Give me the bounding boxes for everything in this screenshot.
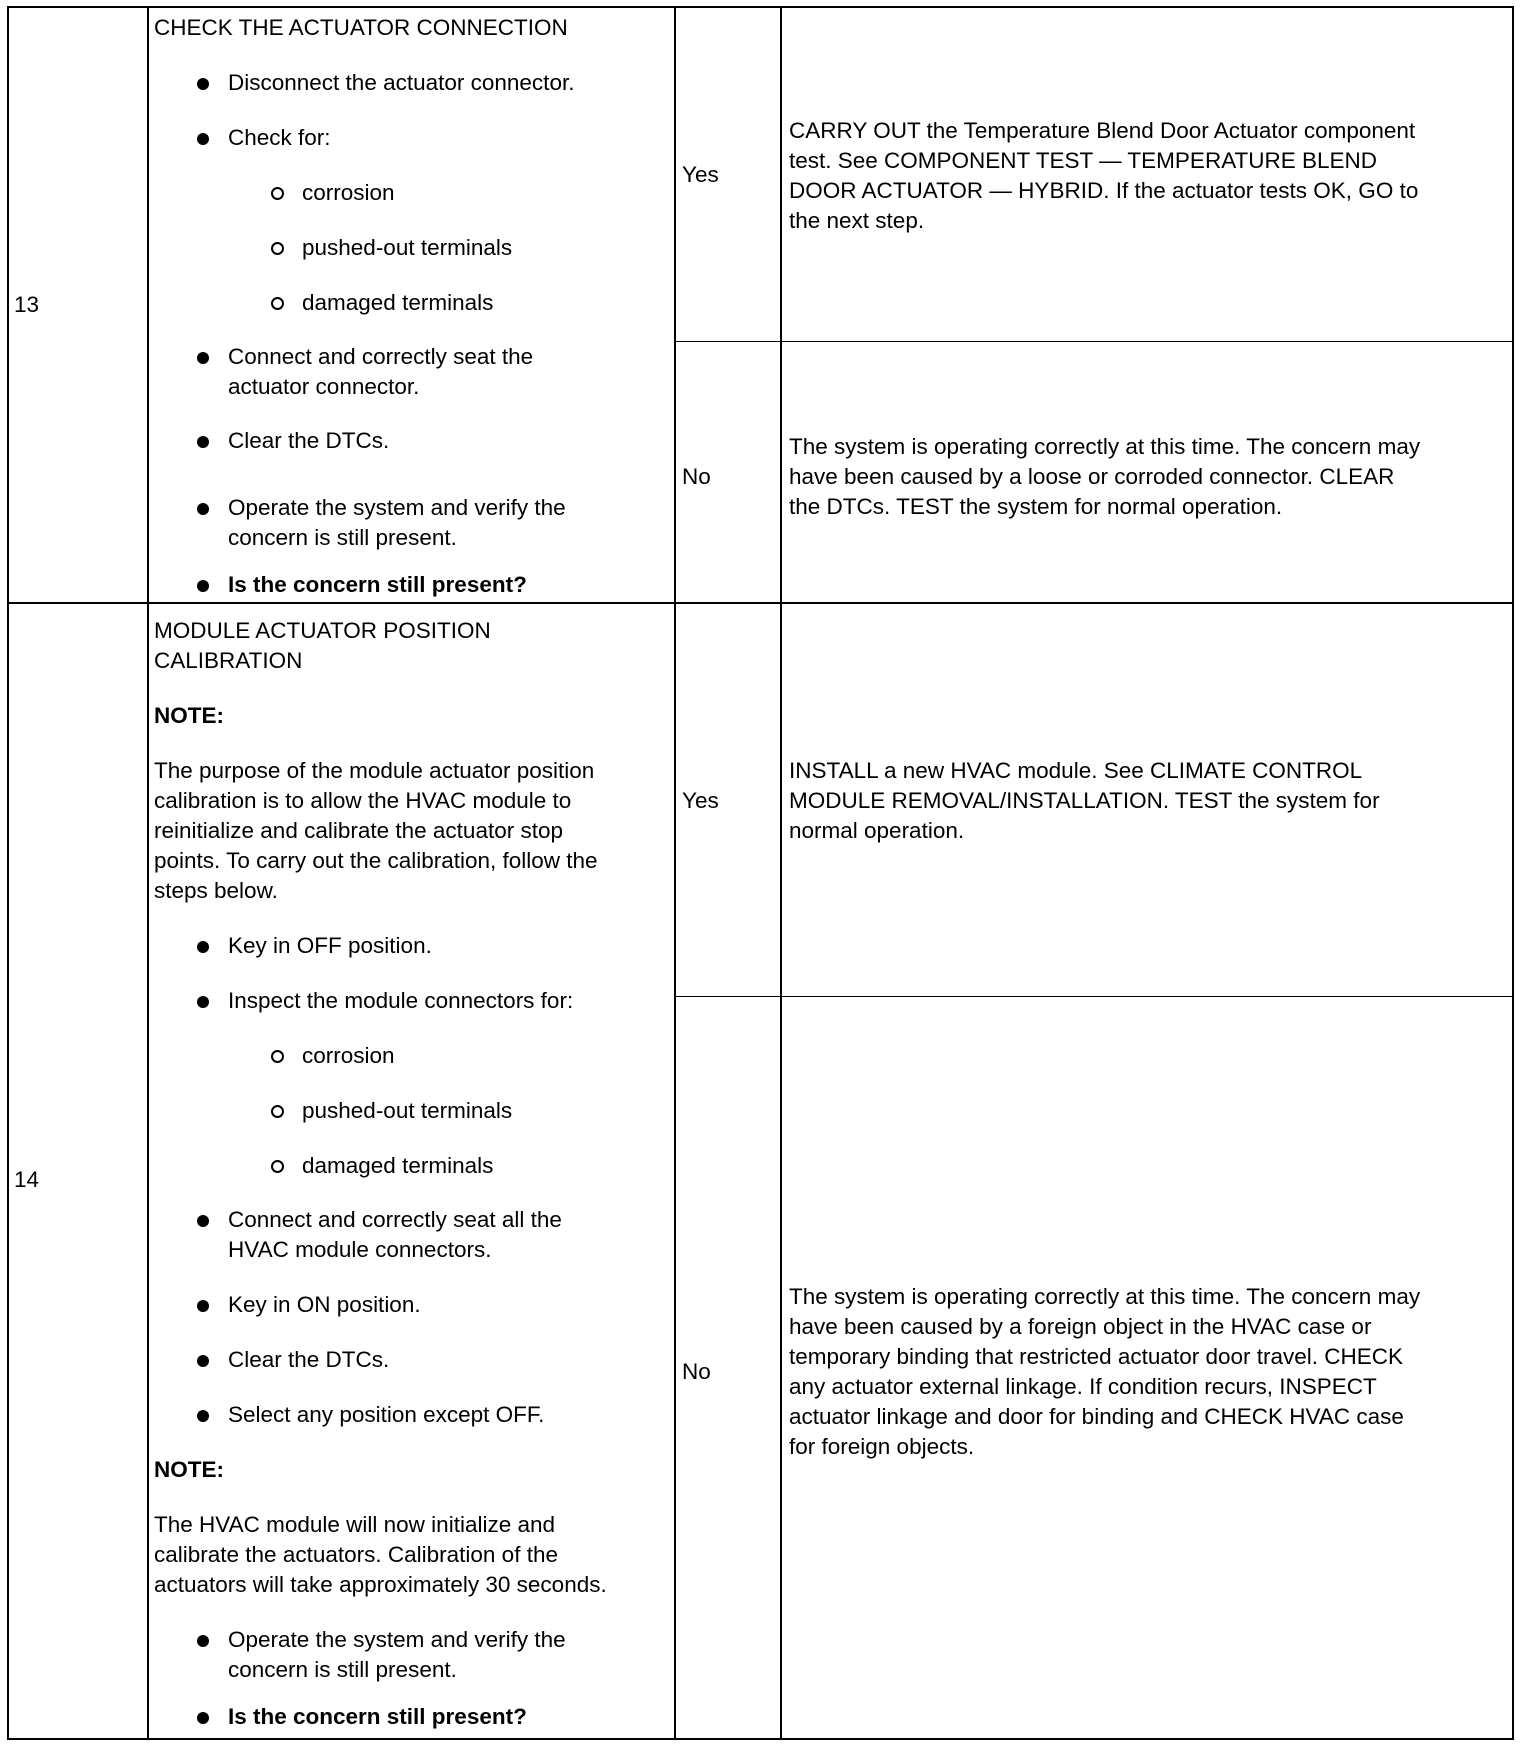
list-item-continuation: actuator connector. <box>228 374 420 399</box>
note-text: points. To carry out the calibration, follow the <box>154 848 598 873</box>
note-text: actuators will take approximately 30 seconds. <box>154 1572 607 1597</box>
note-label: NOTE: <box>154 1457 224 1482</box>
sub-bullet-icon <box>271 187 284 200</box>
no-action-line: The system is operating correctly at this time. The concern may <box>789 1284 1421 1309</box>
no-action-line: actuator linkage and door for binding and CHECK HVAC case <box>789 1404 1404 1429</box>
yes-action-line: CARRY OUT the Temperature Blend Door Actuator component <box>789 118 1416 143</box>
question-item: Is the concern still present? <box>228 1704 527 1729</box>
yes-label: Yes <box>682 788 719 813</box>
sub-bullet-icon <box>271 1160 284 1173</box>
list-item: Key in OFF position. <box>228 933 432 958</box>
no-action-line: the DTCs. TEST the system for normal operation. <box>789 494 1283 519</box>
note-text: calibration is to allow the HVAC module to <box>154 788 572 813</box>
note-text: The HVAC module will now initialize and <box>154 1512 556 1537</box>
list-item-continuation: concern is still present. <box>228 525 457 550</box>
question-item: Is the concern still present? <box>228 572 527 597</box>
note-text: calibrate the actuators. Calibration of the <box>154 1542 558 1567</box>
bullet-icon <box>197 1635 209 1647</box>
bullet-icon <box>197 133 209 145</box>
col-divider-3 <box>780 6 782 1740</box>
no-action-line: The system is operating correctly at this time. The concern may <box>789 434 1421 459</box>
sub-bullet-icon <box>271 242 284 255</box>
sub-list-item: corrosion <box>302 180 395 205</box>
row-divider-14-yes-no <box>674 996 1514 997</box>
table-border-right <box>1512 6 1514 1740</box>
no-action-line: have been caused by a foreign object in the HVAC case or <box>789 1314 1372 1339</box>
list-item: Key in ON position. <box>228 1292 421 1317</box>
bullet-icon <box>197 1712 209 1724</box>
list-item-continuation: HVAC module connectors. <box>228 1237 492 1262</box>
bullet-icon <box>197 1215 209 1227</box>
list-item: Connect and correctly seat all the <box>228 1207 562 1232</box>
no-action-line: any actuator external linkage. If condition recurs, INSPECT <box>789 1374 1377 1399</box>
no-label: No <box>682 1359 711 1384</box>
note-label: NOTE: <box>154 703 224 728</box>
note-text: steps below. <box>154 878 278 903</box>
note-text: The purpose of the module actuator position <box>154 758 595 783</box>
sub-bullet-icon <box>271 1050 284 1063</box>
yes-action-line: test. See COMPONENT TEST — TEMPERATURE BLEND <box>789 148 1378 173</box>
sub-list-item: corrosion <box>302 1043 395 1068</box>
sub-list-item: pushed-out terminals <box>302 235 513 260</box>
bullet-icon <box>197 996 209 1008</box>
col-divider-1 <box>147 6 149 1740</box>
no-action-line: have been caused by a loose or corroded connector. CLEAR <box>789 464 1395 489</box>
bullet-icon <box>197 78 209 90</box>
list-item: Inspect the module connectors for: <box>228 988 574 1013</box>
row-divider-13-yes-no <box>674 341 1514 342</box>
yes-action-line: normal operation. <box>789 818 965 843</box>
bullet-icon <box>197 1300 209 1312</box>
table-border-bottom <box>7 1738 1514 1740</box>
step-title: CALIBRATION <box>154 648 303 673</box>
note-text: reinitialize and calibrate the actuator stop <box>154 818 563 843</box>
bullet-icon <box>197 503 209 515</box>
list-item: Check for: <box>228 125 331 150</box>
step-title: CHECK THE ACTUATOR CONNECTION <box>154 15 568 40</box>
bullet-icon <box>197 1410 209 1422</box>
list-item: Disconnect the actuator connector. <box>228 70 575 95</box>
col-divider-2 <box>674 6 676 1740</box>
yes-action-line: DOOR ACTUATOR — HYBRID. If the actuator tests OK, GO to <box>789 178 1419 203</box>
yes-label: Yes <box>682 162 719 187</box>
table-border-top <box>7 6 1514 8</box>
bullet-icon <box>197 352 209 364</box>
no-label: No <box>682 464 711 489</box>
list-item: Operate the system and verify the <box>228 1627 566 1652</box>
no-action-line: temporary binding that restricted actuator door travel. CHECK <box>789 1344 1404 1369</box>
bullet-icon <box>197 941 209 953</box>
sub-bullet-icon <box>271 297 284 310</box>
list-item: Connect and correctly seat the <box>228 344 534 369</box>
sub-list-item: damaged terminals <box>302 290 494 315</box>
bullet-icon <box>197 580 209 592</box>
list-item-continuation: concern is still present. <box>228 1657 457 1682</box>
list-item: Clear the DTCs. <box>228 1347 390 1372</box>
step-title: MODULE ACTUATOR POSITION <box>154 618 491 643</box>
bullet-icon <box>197 436 209 448</box>
table-border-left <box>7 6 9 1740</box>
list-item: Operate the system and verify the <box>228 495 566 520</box>
list-item: Select any position except OFF. <box>228 1402 545 1427</box>
step-number: 13 <box>14 292 40 317</box>
sub-bullet-icon <box>271 1105 284 1118</box>
yes-action-line: MODULE REMOVAL/INSTALLATION. TEST the system for <box>789 788 1380 813</box>
row-divider-steps <box>7 602 1514 604</box>
list-item: Clear the DTCs. <box>228 428 390 453</box>
sub-list-item: pushed-out terminals <box>302 1098 513 1123</box>
yes-action-line: INSTALL a new HVAC module. See CLIMATE CONTROL <box>789 758 1363 783</box>
bullet-icon <box>197 1355 209 1367</box>
step-number: 14 <box>14 1167 40 1192</box>
no-action-line: for foreign objects. <box>789 1434 975 1459</box>
yes-action-line: the next step. <box>789 208 925 233</box>
sub-list-item: damaged terminals <box>302 1153 494 1178</box>
